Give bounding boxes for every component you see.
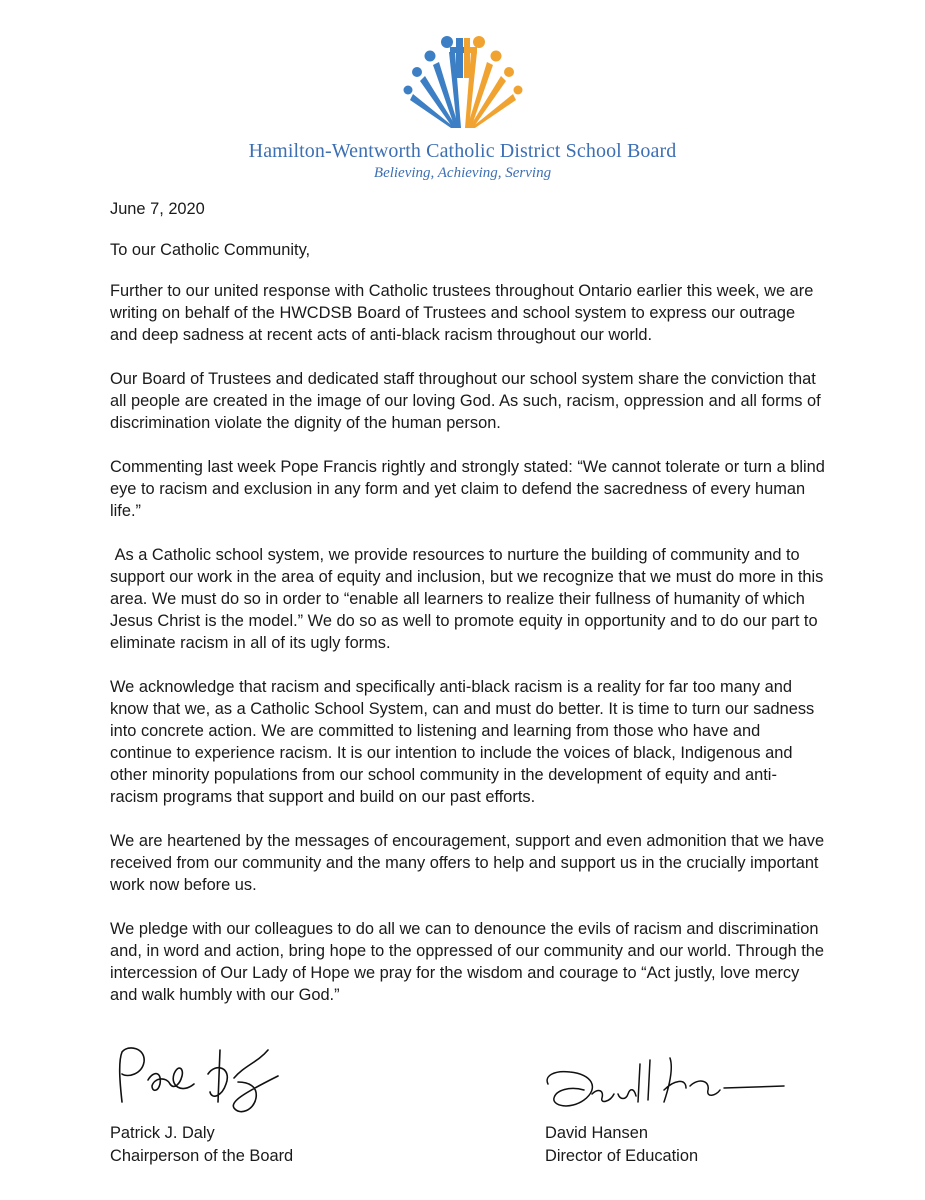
signature-patrick-daly-icon	[108, 1040, 288, 1120]
signatory-name: David Hansen	[545, 1124, 648, 1142]
letter-date: June 7, 2020	[110, 200, 205, 218]
signatory-right	[545, 1122, 698, 1168]
org-motto: Believing, Achieving, Serving	[373, 165, 552, 181]
org-name: Hamilton-Wentworth Catholic District School Board	[248, 140, 677, 162]
signatory-title: Director of Education	[545, 1147, 699, 1165]
paragraph: Our Board of Trustees and dedicated staff throughout our school system share the conviction that all people are created in the image of our loving God. As such, racism, oppression and all forms of discrimination violate the dignity of the human person.	[110, 370, 821, 432]
paragraph: Commenting last week Pope Francis rightly and strongly stated: “We cannot tolerate or turn a blind eye to racism and exclusion in any form and yet claim to defend the sacredness of every human life.”	[110, 458, 825, 520]
paragraph: We are heartened by the messages of encouragement, support and even admonition that we have received from our community and the many offers to help and support us in the crucially important work now before us.	[110, 832, 825, 894]
signatory-title: Chairperson of the Board	[110, 1147, 294, 1165]
paragraph: We pledge with our colleagues to do all we can to denounce the evils of racism and discrimination and, in word and action, bring hope to the oppressed of our community and our world. Through the intercession of Our Lady of Hope we pray for the wisdom and courage to “Act justly, love mercy and walk humbly with our God.”	[110, 920, 825, 1004]
letter-salutation: To our Catholic Community,	[110, 241, 311, 259]
signatory-left	[110, 1122, 293, 1168]
signatory-name: Patrick J. Daly	[110, 1124, 215, 1142]
signature-david-hansen-icon	[540, 1050, 790, 1120]
paragraph: We acknowledge that racism and specifically anti-black racism is a reality for far too many and know that we, as a Catholic School System, can and must do better. It is time to turn our sadness into concrete action. We are committed to listening and learning from those who have and continue to experience racism. It is our intention to include the voices of black, Indigenous and other minority populations from our school community in the development of equity and anti-racism programs that support and build on our past efforts.	[110, 678, 815, 806]
school-board-logo-icon	[403, 30, 523, 130]
letter-body	[110, 198, 828, 1028]
letterhead	[0, 30, 925, 182]
paragraph: As a Catholic school system, we provide resources to nurture the building of community and to support our work in the area of equity and inclusion, but we recognize that we must do more in this area. We must do so in order to “enable all learners to realize their fullness of humanity of which Jesus Christ is the model.” We do so as well to promote equity in opportunity and to do our part to eliminate racism in all of its ugly forms.	[110, 546, 828, 652]
paragraph: Further to our united response with Catholic trustees throughout Ontario earlier this week, we are writing on behalf of the HWCDSB Board of Trustees and school system to express our outrage and deep sadness at recent acts of anti-black racism throughout our world.	[110, 282, 814, 344]
